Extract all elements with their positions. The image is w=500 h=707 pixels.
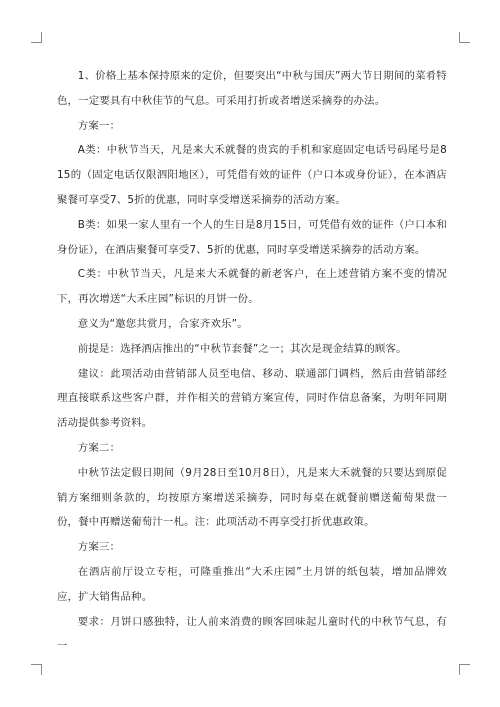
heading-plan-two: 方案二： <box>77 441 121 454</box>
paragraph-premise: 前提是：选择酒店推出的“中秋节套餐”之一；其次是现金结算的顾客。 <box>77 342 407 355</box>
heading-plan-three: 方案三： <box>77 541 121 554</box>
paragraph-class-b: B类：如果一家人里有一个人的生日是8月15日，可凭借有效的证件（户口本和身份证），在酒店聚餐可享受7、5折的优惠，同时享受增送采摘券的活动方案。 <box>57 218 447 256</box>
paragraph-requirement: 要求：月饼口感独特，让人前来消费的顾客回味起儿童时代的中秋节气息，有一 <box>57 615 447 653</box>
paragraph-plan-two-body: 中秋节法定假日期间（9月28日至10月8日），凡是来大禾就餐的只要达到原促销方案细则条款的，均按原方案增送采摘券，同时每桌在就餐前赠送葡萄果盘一份，餐中再赠送葡萄汁一札。注：此项活动不再享受打折优惠政策。 <box>57 466 447 529</box>
crop-mark-top-right <box>459 32 470 43</box>
paragraph-class-a: A类：中秋节当天，凡是来大禾就餐的贵宾的手机和家庭固定电话号码尾号是815的（固定电话仅限泗阳地区），可凭借有效的证件（户口本或身份证），在本酒店聚餐可享受7、5折的优惠，同时享受增送采摘券的活动方案。 <box>57 144 447 206</box>
document-body <box>57 64 447 659</box>
crop-mark-bottom-right <box>459 664 470 675</box>
paragraph-suggestion: 建议：此项活动由营销部人员至电信、移动、联通部门调档，然后由营销部经理直接联系这些客户群，并作相关的营销方案宣传，同时作信息备案，为明年同期活动提供参考资料。 <box>57 367 447 430</box>
paragraph-meaning: 意义为“邀您共赏月，合家齐欢乐”。 <box>77 317 248 330</box>
heading-plan-one: 方案一： <box>77 119 121 132</box>
crop-mark-bottom-left <box>31 664 42 675</box>
paragraph-price-intro: 1、价格上基本保持原来的定价，但要突出“中秋与国庆”两大节日期间的菜肴特色，一定要具有中秋佳节的气息。可采用打折或者增送采摘券的办法。 <box>57 70 447 107</box>
paragraph-plan-three-body: 在酒店前厅设立专柜，可隆重推出“大禾庄园”土月饼的纸包装，增加品牌效应，扩大销售品种。 <box>57 565 447 603</box>
crop-mark-top-left <box>31 32 42 43</box>
paragraph-class-c: C类：中秋节当天，凡是来大禾就餐的新老客户，在上述营销方案不变的情况下，再次增送“大禾庄园”标识的月饼一份。 <box>57 268 447 306</box>
